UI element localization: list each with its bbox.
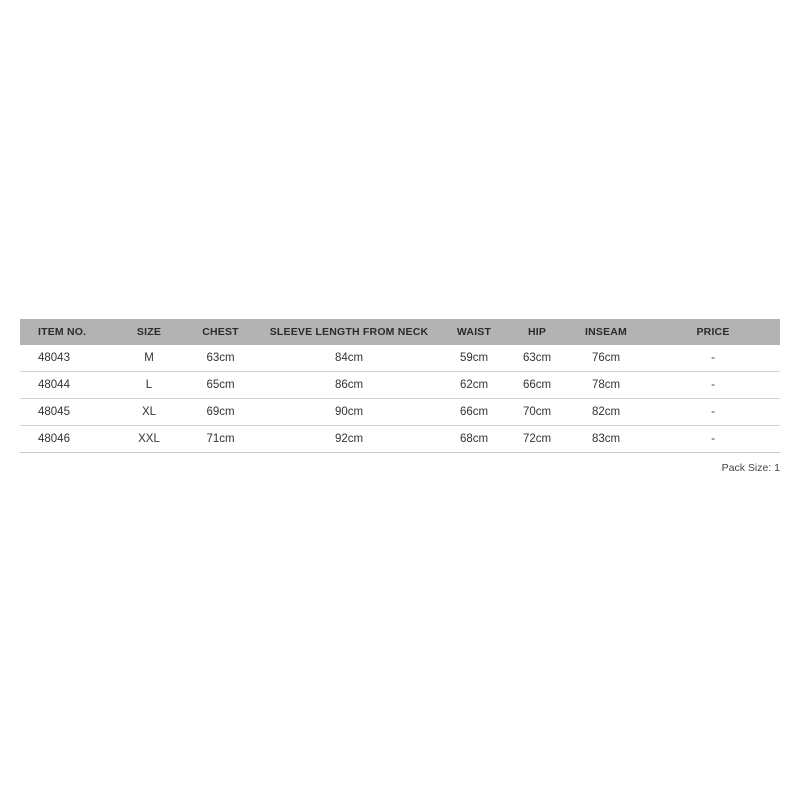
- cell-inseam: 83cm: [566, 426, 646, 453]
- cell-inseam: 78cm: [566, 372, 646, 399]
- cell-hip: 63cm: [508, 345, 566, 372]
- cell-item-no: 48043: [20, 345, 115, 372]
- column-header-price: PRICE: [646, 319, 780, 345]
- cell-chest: 65cm: [183, 372, 258, 399]
- cell-chest: 63cm: [183, 345, 258, 372]
- table-row: [20, 345, 780, 372]
- cell-sleeve: 92cm: [258, 426, 440, 453]
- size-chart-table-container: [20, 319, 780, 453]
- cell-hip: 72cm: [508, 426, 566, 453]
- cell-inseam: 76cm: [566, 345, 646, 372]
- table-row: [20, 399, 780, 426]
- cell-waist: 59cm: [440, 345, 508, 372]
- column-header-item-no: ITEM NO.: [20, 319, 115, 345]
- column-header-sleeve-length-from-neck: SLEEVE LENGTH FROM NECK: [258, 319, 440, 345]
- table-row: [20, 426, 780, 453]
- cell-item-no: 48045: [20, 399, 115, 426]
- cell-sleeve: 86cm: [258, 372, 440, 399]
- cell-sleeve: 90cm: [258, 399, 440, 426]
- column-header-waist: WAIST: [440, 319, 508, 345]
- column-header-hip: HIP: [508, 319, 566, 345]
- cell-size: M: [115, 345, 183, 372]
- column-header-size: SIZE: [115, 319, 183, 345]
- table-header: [20, 319, 780, 345]
- cell-size: XL: [115, 399, 183, 426]
- table-row: [20, 372, 780, 399]
- cell-price: -: [646, 372, 780, 399]
- table-header-row: [20, 319, 780, 345]
- column-header-chest: CHEST: [183, 319, 258, 345]
- cell-waist: 62cm: [440, 372, 508, 399]
- size-chart-table: [20, 319, 780, 453]
- table-body: [20, 345, 780, 453]
- cell-price: -: [646, 399, 780, 426]
- cell-price: -: [646, 426, 780, 453]
- cell-inseam: 82cm: [566, 399, 646, 426]
- column-header-inseam: INSEAM: [566, 319, 646, 345]
- cell-item-no: 48046: [20, 426, 115, 453]
- cell-waist: 68cm: [440, 426, 508, 453]
- pack-size-note: Pack Size: 1: [721, 462, 780, 474]
- cell-size: L: [115, 372, 183, 399]
- cell-item-no: 48044: [20, 372, 115, 399]
- cell-sleeve: 84cm: [258, 345, 440, 372]
- cell-waist: 66cm: [440, 399, 508, 426]
- cell-price: -: [646, 345, 780, 372]
- cell-hip: 70cm: [508, 399, 566, 426]
- cell-chest: 71cm: [183, 426, 258, 453]
- cell-chest: 69cm: [183, 399, 258, 426]
- cell-size: XXL: [115, 426, 183, 453]
- cell-hip: 66cm: [508, 372, 566, 399]
